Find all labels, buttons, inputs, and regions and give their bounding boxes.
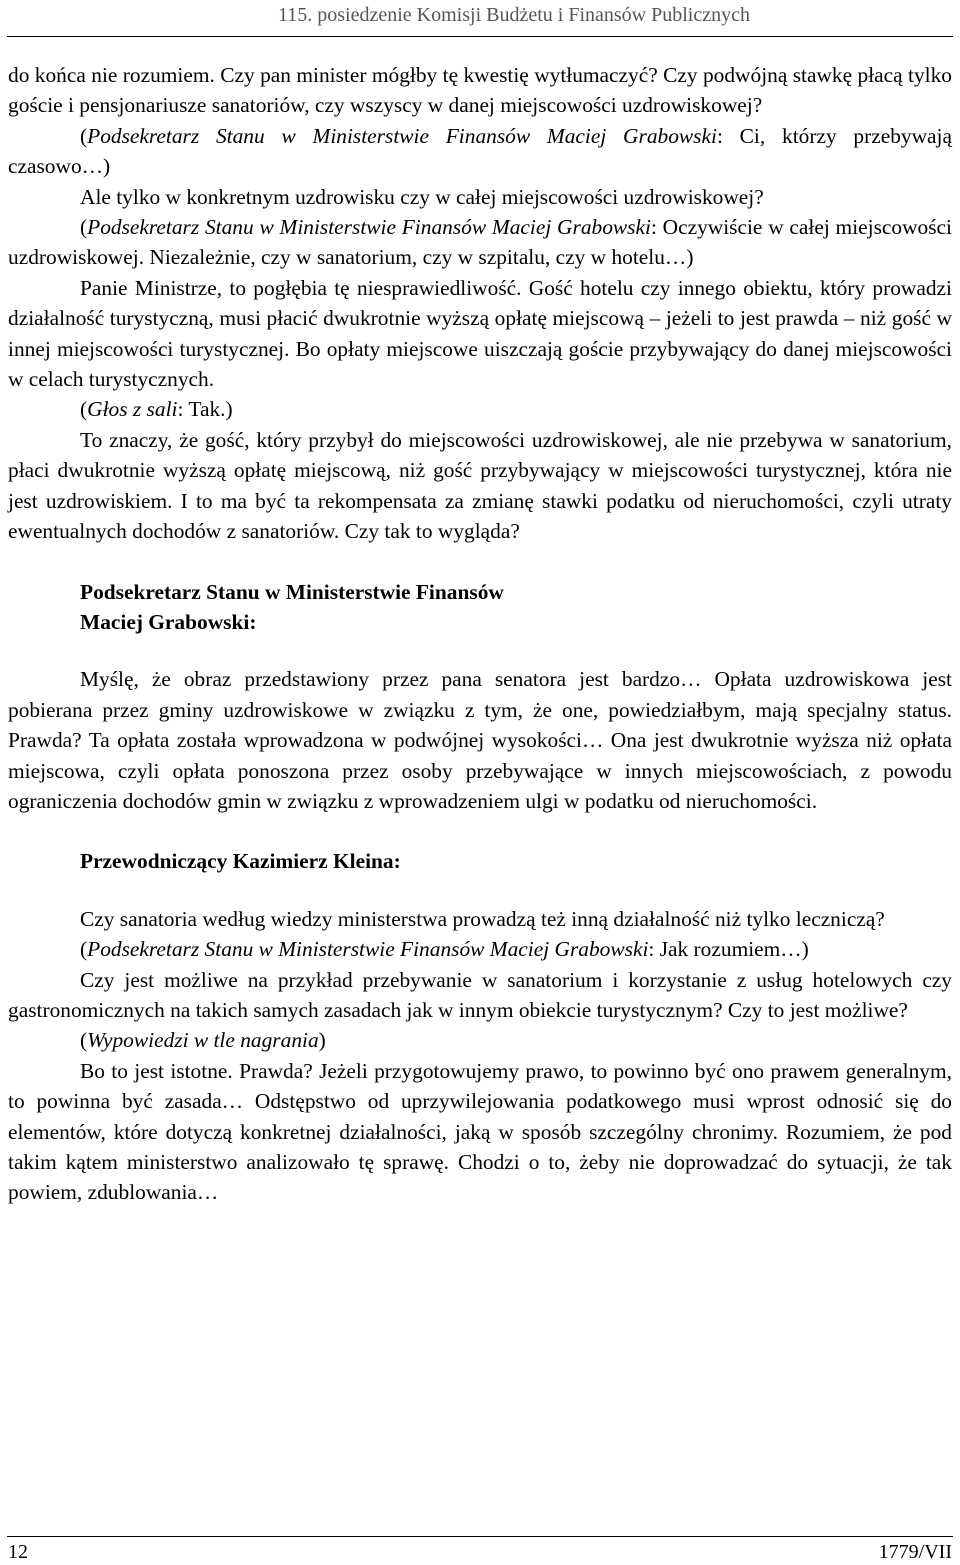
interjection: (Podsekretarz Stanu w Ministerstwie Finansów Maciej Grabowski: Jak rozumiem…): [80, 937, 809, 962]
document-number: 1779/VII: [878, 1541, 952, 1563]
paragraph: Ale tylko w konkretnym uzdrowisku czy w całej miejscowości uzdrowiskowej?: [80, 184, 764, 209]
speaker-heading-name: Maciej Grabowski:: [80, 609, 257, 634]
spacer: [8, 877, 952, 904]
interjection-speaker: Podsekretarz Stanu w Ministerstwie Finansów Maciej Grabowski: [87, 123, 717, 148]
transcript-body: [8, 60, 952, 1208]
speaker-heading: Podsekretarz Stanu w Ministerstwie Finansów: [80, 579, 504, 604]
interjection-speaker: Podsekretarz Stanu w Ministerstwie Finansów Maciej Grabowski: [87, 215, 651, 240]
interjection: (Wypowiedzi w tle nagrania): [80, 1028, 326, 1053]
paragraph: Myślę, że obraz przedstawiony przez pana senatora jest bardzo… Opłata uzdrowiskowa jest pobierana przez gminy uzdrowiskowe w związku z tym, że one, powiedziałbym, mają specjalny status. Prawda? Ta opłata została wprowadzona w podwójnej wysokości… Ona jest dwukrotnie wyższa niż opłata miejscowa, czyli opłata ponoszona przez osoby przebywające w innych miejscowościach, z powodu ograniczenia dochodów gmin w związku z wprowadzeniem ulgi w podatku od nieruchomości.: [8, 667, 952, 813]
interjection-speaker: Głos z sali: [87, 397, 178, 422]
paragraph: Czy jest możliwe na przykład przebywanie w sanatorium i korzystanie z usług hotelowych czy gastronomicznych na takich samych zasadach jak w innym obiekcie turystycznym? Czy to jest możliwe?: [8, 967, 952, 1022]
footer-divider: [7, 1536, 953, 1537]
paragraph: do końca nie rozumiem. Czy pan minister mógłby tę kwestię wytłumaczyć? Czy podwójną stawkę płacą tylko goście i pensjonariusze sanatoriów, czy wszyscy w danej miejscowości uzdrowiskowej?: [8, 63, 952, 118]
paragraph: Bo to jest istotne. Prawda? Jeżeli przygotowujemy prawo, to powinno być ono prawem generalnym, to powinna być zasada… Odstępstwo od uprzywilejowania podatkowego musi wprost odnosić się do elementów, które dotyczą konkretnej działalności, jaką w sposób szczególny chronimy. Rozumiem, że pod takim kątem ministerstwo analizowało tę sprawę. Chodzi o to, żeby nie doprowadzać do sytuacji, że tak powiem, zdublowania…: [8, 1058, 952, 1205]
paragraph: Czy sanatoria według wiedzy ministerstwa prowadzą też inną działalność niż tylko leczniczą?: [80, 906, 885, 931]
page-footer: [0, 1528, 960, 1565]
interjection: (Głos z sali: Tak.): [80, 397, 233, 422]
interjection: (Podsekretarz Stanu w Ministerstwie Finansów Maciej Grabowski: Oczywiście w całej miejscowości uzdrowiskowej. Niezależnie, czy w sanatorium, czy w szpitalu, czy w hotelu…): [8, 215, 952, 270]
speaker-heading: Przewodniczący Kazimierz Kleina:: [80, 849, 401, 874]
header-divider: [7, 36, 953, 37]
interjection-speaker: Podsekretarz Stanu w Ministerstwie Finansów Maciej Grabowski: [87, 937, 649, 962]
spacer: [8, 637, 952, 664]
page-number: 12: [8, 1541, 28, 1563]
paragraph: Panie Ministrze, to pogłębia tę niesprawiedliwość. Gość hotelu czy innego obiektu, który prowadzi działalność turystyczną, musi płacić dwukrotnie wyższą opłatę miejscową – jeżeli to jest prawda – niż gość w innej miejscowości turystycznej. Bo opłaty miejscowe uiszczają goście przybywający do danej miejscowości w celach turystycznych.: [8, 275, 952, 392]
spacer: [8, 816, 952, 846]
document-title: 115. posiedzenie Komisji Budżetu i Finansów Publicznych: [278, 4, 750, 26]
page-header: [0, 0, 960, 42]
paragraph: To znaczy, że gość, który przybył do miejscowości uzdrowiskowej, ale nie przebywa w sanatorium, płaci dwukrotnie wyższą opłatę miejscową, niż gość przybywający w miejscowości turystycznej, która nie jest uzdrowiskiem. I to ma być ta rekompensata za zmianę stawki podatku od nieruchomości, czyli utraty ewentualnych dochodów z sanatoriów. Czy tak to wygląda?: [8, 427, 952, 544]
spacer: [8, 547, 952, 577]
interjection-note: Wypowiedzi w tle nagrania: [87, 1028, 319, 1053]
interjection: (Podsekretarz Stanu w Ministerstwie Finansów Maciej Grabowski: Ci, którzy przebywają czasowo…): [8, 123, 952, 179]
